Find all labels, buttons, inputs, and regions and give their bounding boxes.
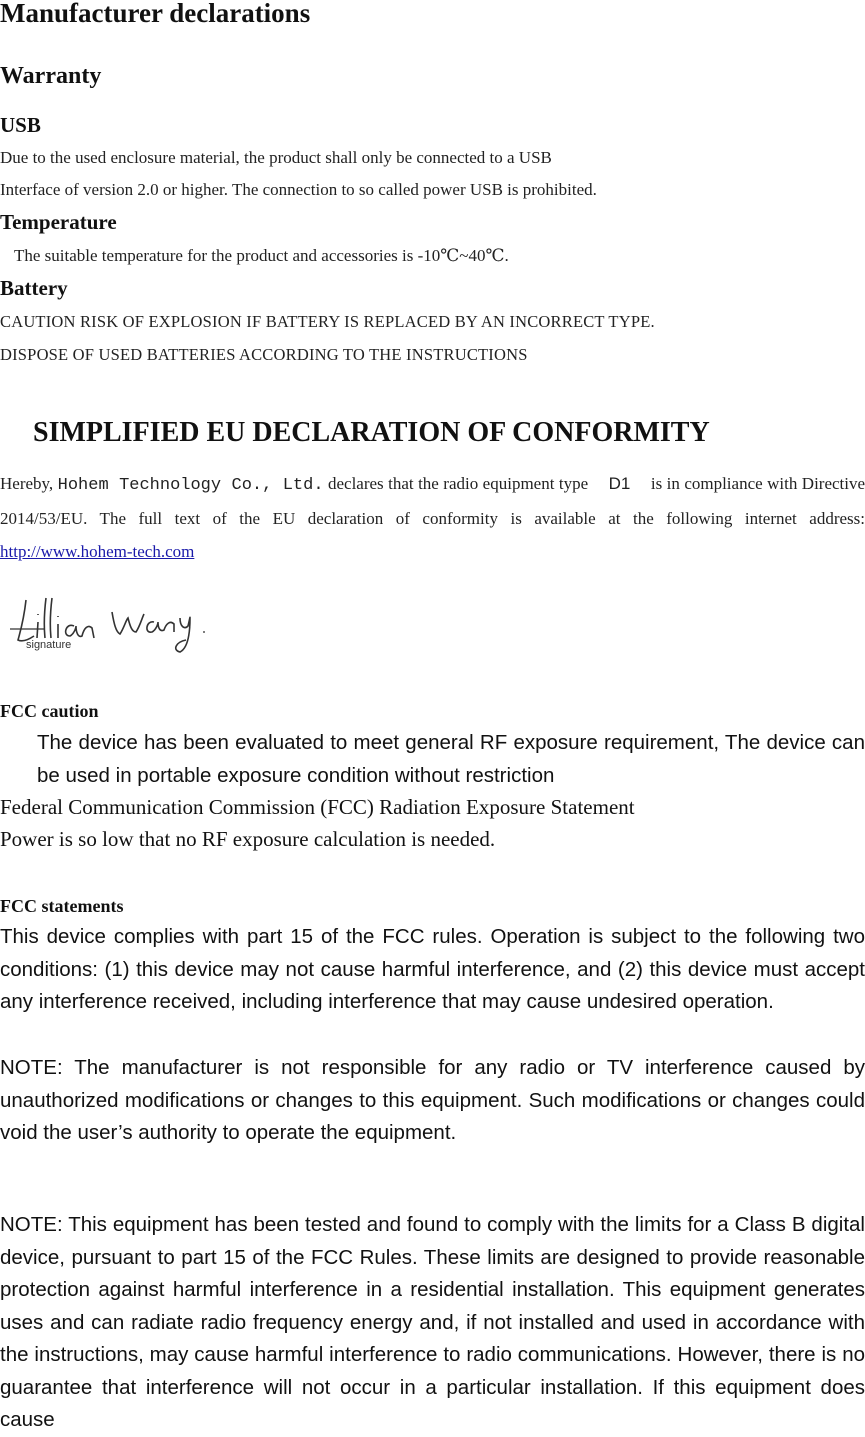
eu-declaration-title: SIMPLIFIED EU DECLARATION OF CONFORMITY — [33, 417, 710, 448]
eu-hereby: Hereby, — [0, 474, 54, 493]
eu-model-name: D1 — [608, 474, 631, 493]
fcc-exposure-statement-text: Power is so low that no RF exposure calculation is needed. — [0, 827, 496, 851]
temperature-heading: Temperature — [0, 210, 117, 234]
warranty-heading: Warranty — [0, 63, 102, 89]
usb-text-line-1: Due to the used enclosure material, the product shall only be connected to a USB — [0, 148, 552, 167]
page-title: Manufacturer declarations — [0, 0, 311, 28]
fcc-statement-paragraph-2: NOTE: The manufacturer is not responsible for any radio or TV interference caused by unauthorized modifications or changes to this equipment. Such modifications or changes could void the user’s authority to operate the equipment. — [0, 1056, 865, 1144]
fcc-statements-heading: FCC statements — [0, 896, 124, 916]
eu-compliance-text: is in compliance with Directive 2014/53/EU. The full text of the EU declaration of conformity is available at the following internet address: — [0, 474, 865, 528]
eu-declares: declares that the radio equipment type — [327, 474, 589, 493]
fcc-statement-paragraph-1: This device complies with part 15 of the FCC rules. Operation is subject to the following two conditions: (1) this device may not cause harmful interference, and (2) this device must accept any interference received, including interference that may cause undesired operation. — [0, 925, 865, 1013]
signature-image — [4, 588, 214, 658]
eu-company-name: Hohem Technology Co., Ltd. — [57, 476, 324, 495]
usb-text-line-2: Interface of version 2.0 or higher. The connection to so called power USB is prohibited. — [0, 180, 597, 199]
fcc-statement-paragraph-3: NOTE: This equipment has been tested and found to comply with the limits for a Class B digital device, pursuant to part 15 of the FCC Rules. These limits are designed to provide reasonable protection against harmful interference in a residential installation. This equipment generates uses and can radiate radio frequency energy and, if not installed and used in accordance with the instructions, may cause harmful interference to radio communications. However, there is no guarantee that interference will not occur in a particular installation. If this equipment does cause — [0, 1213, 865, 1431]
fcc-caution-text: The device has been evaluated to meet general RF exposure requirement, The device can be used in portable exposure condition without restriction — [37, 731, 865, 787]
fcc-exposure-statement-title: Federal Communication Commission (FCC) Radiation Exposure Statement — [0, 795, 635, 819]
signature-caption: signature — [26, 639, 72, 651]
battery-heading: Battery — [0, 276, 68, 300]
temperature-text: The suitable temperature for the product and accessories is -10℃~40℃. — [14, 246, 509, 265]
fcc-caution-heading: FCC caution — [0, 701, 99, 721]
eu-declaration-text — [0, 467, 865, 568]
battery-caution-line-2: DISPOSE OF USED BATTERIES ACCORDING TO THE INSTRUCTIONS — [0, 345, 528, 364]
usb-heading: USB — [0, 113, 41, 137]
eu-declaration-link[interactable]: http://www.hohem-tech.com — [0, 542, 195, 561]
battery-caution-line-1: CAUTION RISK OF EXPLOSION IF BATTERY IS REPLACED BY AN INCORRECT TYPE. — [0, 312, 655, 331]
